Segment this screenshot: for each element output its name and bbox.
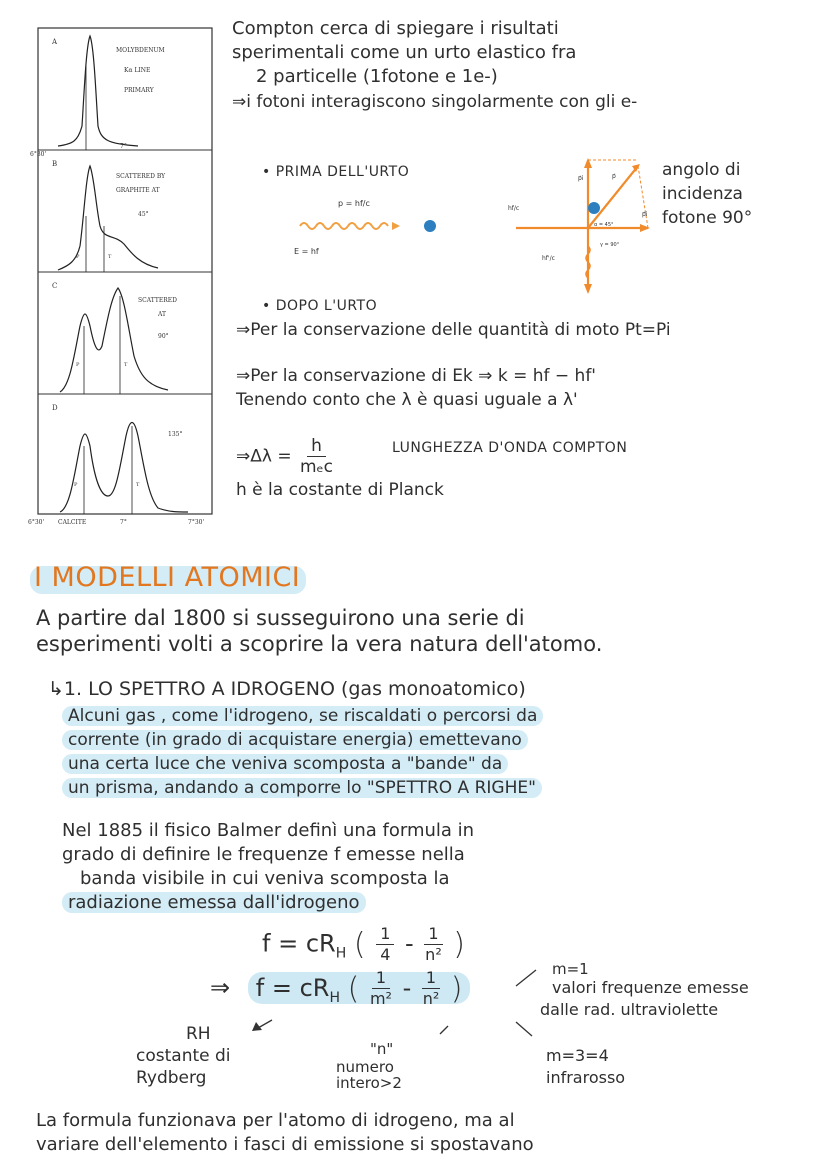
planck-note: h è la costante di Planck <box>236 480 444 500</box>
panel-d-letter: D <box>52 404 58 412</box>
lambda-note: Tenendo conto che λ è quasi uguale a λ' <box>236 390 578 410</box>
note-rh-line-1: RH <box>186 1024 211 1044</box>
compton-intro-line-3: 2 particelle (1fotone e 1e-) <box>256 66 498 87</box>
panel-a-label-3: PRIMARY <box>124 87 154 94</box>
panel-d-peak-p: P <box>74 482 78 488</box>
diagram-pi-right: p⃗i <box>642 211 648 218</box>
compton-intro-line-2: sperimentali come un urto elastico fra <box>232 42 577 63</box>
atomic-intro-line-1: A partire dal 1800 si susseguirono una serie di <box>36 606 525 630</box>
angle-note-line-2: incidenza <box>662 184 743 204</box>
angle-note-line-3: fotone 90° <box>662 208 753 228</box>
delta-lambda-fraction <box>300 436 333 477</box>
note-m34-line-2: infrarosso <box>546 1068 626 1087</box>
note-m34-line-1: m=3=4 <box>546 1046 609 1065</box>
delta-lambda-lhs: ⇒Δλ = <box>236 446 292 467</box>
panel-c-peak-p: P <box>76 362 80 368</box>
spectrum-line-2: corrente (in grado di acquistare energia) emettevano <box>62 730 528 750</box>
electron-collision-icon <box>588 202 600 214</box>
delta-lambda-equation <box>236 436 336 477</box>
spectrum-line-3: una certa luce che veniva scomposta a "bande" da <box>62 754 508 774</box>
note-n-line-1: "n" <box>370 1040 394 1058</box>
note-n-line-3: intero>2 <box>336 1074 402 1092</box>
spectrum-line-4: un prisma, andando a comporre lo "SPETTRO A RIGHE" <box>62 778 542 798</box>
axis-left-label: 6°30' <box>28 519 45 526</box>
axis-mid-label: 7° <box>120 519 127 526</box>
note-rh-line-3: Rydberg <box>136 1068 207 1088</box>
closing-line-1: La formula funzionava per l'atomo di idrogeno, ma al <box>36 1110 515 1131</box>
collision-diagram <box>508 156 658 296</box>
panel-c-letter: C <box>52 282 58 290</box>
compton-wavelength-label: LUNGHEZZA D'ONDA COMPTON <box>392 440 628 456</box>
hydrogen-spectrum-title: ↳1. LO SPETTRO A IDROGENO (gas monoatomico) <box>48 678 526 700</box>
momentum-label: p = hf/c <box>338 199 370 208</box>
compton-intro-line-4: ⇒i fotoni interagiscono singolarmente con gli e- <box>232 92 638 112</box>
diagram-hf-c: hf/c <box>508 205 520 212</box>
after-collision-label: • DOPO L'URTO <box>262 298 378 314</box>
diagram-gamma: γ = 90° <box>600 242 620 248</box>
spectrum-line-1: Alcuni gas , come l'idrogeno, se riscaldati o percorsi da <box>62 706 543 726</box>
panel-a-letter: A <box>52 38 58 46</box>
panel-c-label-1: SCATTERED <box>138 297 177 304</box>
closing-line-2: variare dell'elemento i fasci di emissione si spostavano <box>36 1134 534 1155</box>
photon-before-diagram <box>280 190 450 260</box>
panel-b-label-3: 45° <box>138 211 149 218</box>
panel-c-label-3: 90° <box>158 333 169 340</box>
panel-b-label-2: GRAPHITE AT <box>116 187 160 194</box>
note-m1-line-2: valori frequenze emesse <box>552 978 749 997</box>
panel-d-label-1: 135° <box>168 431 183 438</box>
note-rh-line-2: costante di <box>136 1046 231 1066</box>
axis-right-label: 7°30' <box>188 519 205 526</box>
atomic-intro-line-2: esperimenti volti a scoprire la vera natura dell'atomo. <box>36 632 603 656</box>
panel-b-axis-left: 6°30' <box>30 151 47 158</box>
panel-a-axis-mid: 7° <box>120 143 127 150</box>
compton-spectra-figure <box>28 26 214 528</box>
electron-icon <box>424 220 436 232</box>
axis-caption: CALCITE <box>58 519 87 526</box>
compton-intro-line-1: Compton cerca di spiegare i risultati <box>232 18 559 39</box>
spectra-svg <box>28 26 214 528</box>
diagram-p: p⃗ <box>612 173 616 180</box>
momentum-conservation: ⇒Per la conservazione delle quantità di moto Pt=Pi <box>236 320 671 340</box>
balmer-line-3: banda visibile in cui veniva scomposta la <box>80 868 450 889</box>
balmer-formula: $f = cR_H$ ( $\frac{1}{4}$ - $\frac{1}{\text{n²}}$ ) <box>262 924 465 964</box>
note-m1-line-1: m=1 <box>552 960 589 978</box>
panel-a-label-1: MOLYBDENUM <box>116 47 165 54</box>
delta-lambda-num: h <box>307 436 326 457</box>
energy-conservation: ⇒Per la conservazione di Ek ⇒ k = hf − hf' <box>236 366 596 386</box>
panel-c-peak-t: T <box>124 362 128 368</box>
diagram-pi: p⃗i <box>578 175 584 182</box>
angle-note-line-1: angolo di <box>662 160 741 180</box>
diagram-hf1-c: hf'/c <box>542 255 555 262</box>
note-n-line-2: numero <box>336 1058 394 1076</box>
rydberg-formula: ⇒ $f = cR_H$ ( $\frac{1}{\text{m²}}$ - $\frac{1}{\text{n²}}$ ) <box>210 968 470 1009</box>
panel-d-peak-t: T <box>136 482 140 488</box>
diagram-alpha: α = 45° <box>594 222 614 228</box>
panel-b-peak-p: P <box>76 254 80 260</box>
balmer-line-4: radiazione emessa dall'idrogeno <box>62 892 366 913</box>
before-collision-label: • PRIMA DELL'URTO <box>262 164 410 180</box>
photon-wave <box>300 223 388 229</box>
panel-b-label-1: SCATTERED BY <box>116 173 166 180</box>
balmer-line-1: Nel 1885 il fisico Balmer definì una formula in <box>62 820 475 841</box>
panel-b-peak-t: T <box>108 254 112 260</box>
balmer-line-2: grado di definire le frequenze f emesse nella <box>62 844 465 865</box>
panel-b-letter: B <box>52 160 58 168</box>
panel-c-label-2: AT <box>158 311 167 318</box>
panel-a-label-2: Kα LINE <box>124 67 151 74</box>
energy-label: E = hf <box>294 247 319 256</box>
note-m1-line-3: dalle rad. ultraviolette <box>540 1000 719 1019</box>
atomic-models-title: I MODELLI ATOMICI <box>34 562 301 593</box>
delta-lambda-den: mₑc <box>300 457 333 477</box>
